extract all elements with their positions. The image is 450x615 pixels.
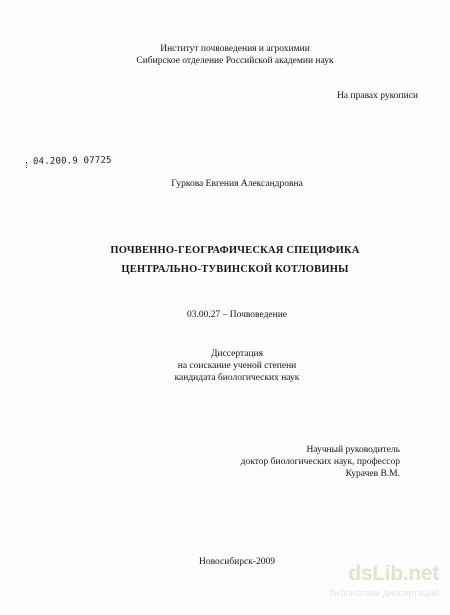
degree-purpose: на соискание ученой степени: [177, 361, 297, 371]
thesis-title-line-1: ПОЧВЕННО-ГЕОГРАФИЧЕСКАЯ СПЕЦИФИКА: [110, 245, 360, 256]
stamp-mark-icon: [26, 162, 31, 168]
manuscript-rights-note: На правах рукописи: [337, 91, 418, 101]
supervisor-label: Научный руководитель: [306, 445, 400, 455]
institute-name: Институт почвоведения и агрохимии: [160, 44, 310, 54]
thesis-title-line-2: ЦЕНТРАЛЬНО-ТУВИНСКОЙ КОТЛОВИНЫ: [121, 264, 349, 275]
dissertation-label: Диссертация: [211, 349, 263, 359]
watermark-name: dsLib.net: [348, 562, 439, 585]
watermark-subtitle: библиотека диссертаций: [329, 588, 439, 599]
watermark-logo: [321, 562, 445, 612]
supervisor-name: Курачев В.М.: [345, 469, 400, 479]
institute-department: Сибирское отделение Российской академии наук: [136, 56, 334, 66]
specialty-code: 03.00.27 – Почвоведение: [186, 310, 288, 320]
catalog-stamp: 04.200.9 07725: [32, 155, 112, 167]
degree-name: кандидата биологических наук: [174, 373, 300, 383]
city-year: Новосибирск-2009: [199, 557, 275, 567]
author-name: Гуркова Евгения Александровна: [171, 179, 303, 189]
supervisor-title: доктор биологических наук, профессор: [240, 457, 400, 467]
